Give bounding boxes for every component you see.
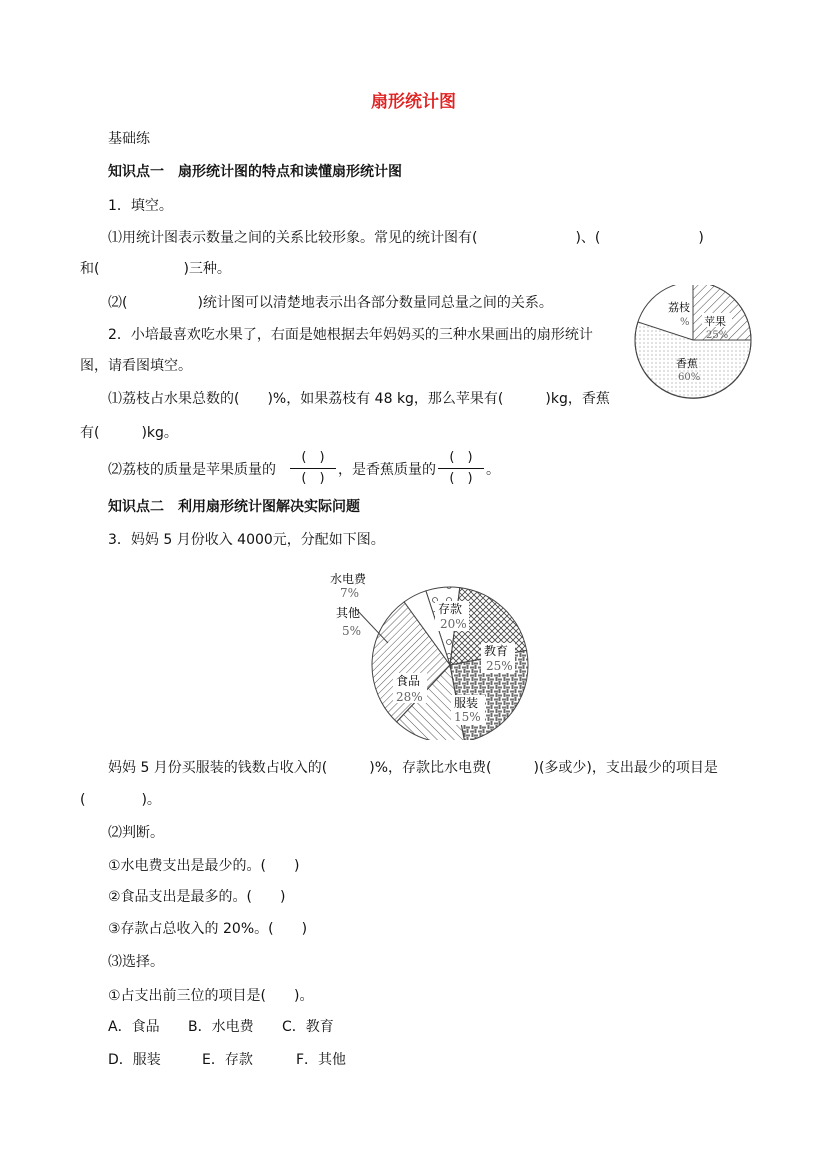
income-pct-0: 7% <box>340 586 360 600</box>
q2-line-3: ⑴荔枝占水果总数的( )%，如果荔枝有 48 kg，那么苹果有( )kg，香蕉 <box>108 391 610 407</box>
option-f: F．其他 <box>296 1052 347 1068</box>
judge-1: ①水电费支出是最少的。( ) <box>108 858 300 874</box>
q3-heading: 3．妈妈 5 月份收入 4000元，分配如下图。 <box>108 532 385 548</box>
income-label-5: 其他 <box>336 606 361 620</box>
knowledge-point-1: 知识点一 扇形统计图的特点和读懂扇形统计图 <box>108 164 402 180</box>
fraction-1 <box>290 450 336 487</box>
option-c: C．教育 <box>282 1019 334 1035</box>
label-banana: 香蕉 <box>676 357 698 370</box>
income-pct-4: 28% <box>396 690 423 704</box>
label-apple: 苹果 <box>704 315 726 328</box>
fraction-2 <box>438 450 484 487</box>
income-label-3: 服装 <box>454 696 479 710</box>
label-lychee: 荔枝 <box>668 301 690 314</box>
q1-line-2: 和( )三种。 <box>80 261 231 277</box>
income-pct-2: 25% <box>486 659 513 673</box>
income-label-4: 食品 <box>396 674 421 688</box>
fruit-pie-chart <box>630 285 760 405</box>
q2-line-5b: ，是香蕉质量的 <box>338 462 436 478</box>
income-pct-1: 20% <box>440 617 467 631</box>
q2-line-2: 图，请看图填空。 <box>80 358 192 374</box>
q2-line-5a: ⑵荔枝的质量是苹果质量的 <box>108 462 276 478</box>
income-label-2: 教育 <box>484 644 509 658</box>
choice-1: ①占支出前三位的项目是( )。 <box>108 988 314 1004</box>
q1-heading: 1．填空。 <box>108 198 173 214</box>
income-label-1: 存款 <box>438 602 463 616</box>
q3-part-3: ⑶选择。 <box>108 954 164 970</box>
q2-line-4: 有( )kg。 <box>80 425 178 441</box>
knowledge-point-2: 知识点二 利用扇形统计图解决实际问题 <box>108 499 360 515</box>
income-pie-chart <box>330 565 540 740</box>
option-e: E．存款 <box>202 1052 253 1068</box>
section-label: 基础练 <box>108 131 150 147</box>
fraction-1-numerator: ( ) <box>301 450 325 465</box>
fraction-2-numerator: ( ) <box>449 450 473 465</box>
q2-line-1: 2．小培最喜欢吃水果了，右面是她根据去年妈妈买的三种水果画出的扇形统计 <box>108 327 593 343</box>
judge-2: ②食品支出是最多的。( ) <box>108 889 286 905</box>
page-title: 扇形统计图 <box>371 92 456 112</box>
option-b: B．水电费 <box>188 1019 254 1035</box>
q3-part-2: ⑵判断。 <box>108 825 164 841</box>
pct-lychee: % <box>680 317 690 328</box>
pct-apple: 25% <box>706 330 729 341</box>
income-pct-5: 5% <box>342 624 362 638</box>
judge-3: ③存款占总收入的 20%。( ) <box>108 921 308 937</box>
option-d: D．服装 <box>108 1052 161 1068</box>
fraction-2-denominator: ( ) <box>449 471 473 486</box>
q3-line-2: ( )。 <box>80 792 161 808</box>
q2-line-5c: 。 <box>486 462 500 478</box>
option-a: A．食品 <box>108 1019 160 1035</box>
fraction-1-denominator: ( ) <box>301 471 325 486</box>
q1-line-3: ⑵( )统计图可以清楚地表示出各部分数量同总量之间的关系。 <box>108 295 553 311</box>
q3-line-1: 妈妈 5 月份买服装的钱数占收入的( )%，存款比水电费( )(多或少)，支出最少的项目是 <box>108 760 718 776</box>
income-pct-3: 15% <box>454 710 481 724</box>
q1-line-1: ⑴用统计图表示数量之间的关系比较形象。常见的统计图有( )、( ) <box>108 230 704 246</box>
pct-banana: 60% <box>678 372 701 383</box>
income-label-0: 水电费 <box>330 572 367 586</box>
